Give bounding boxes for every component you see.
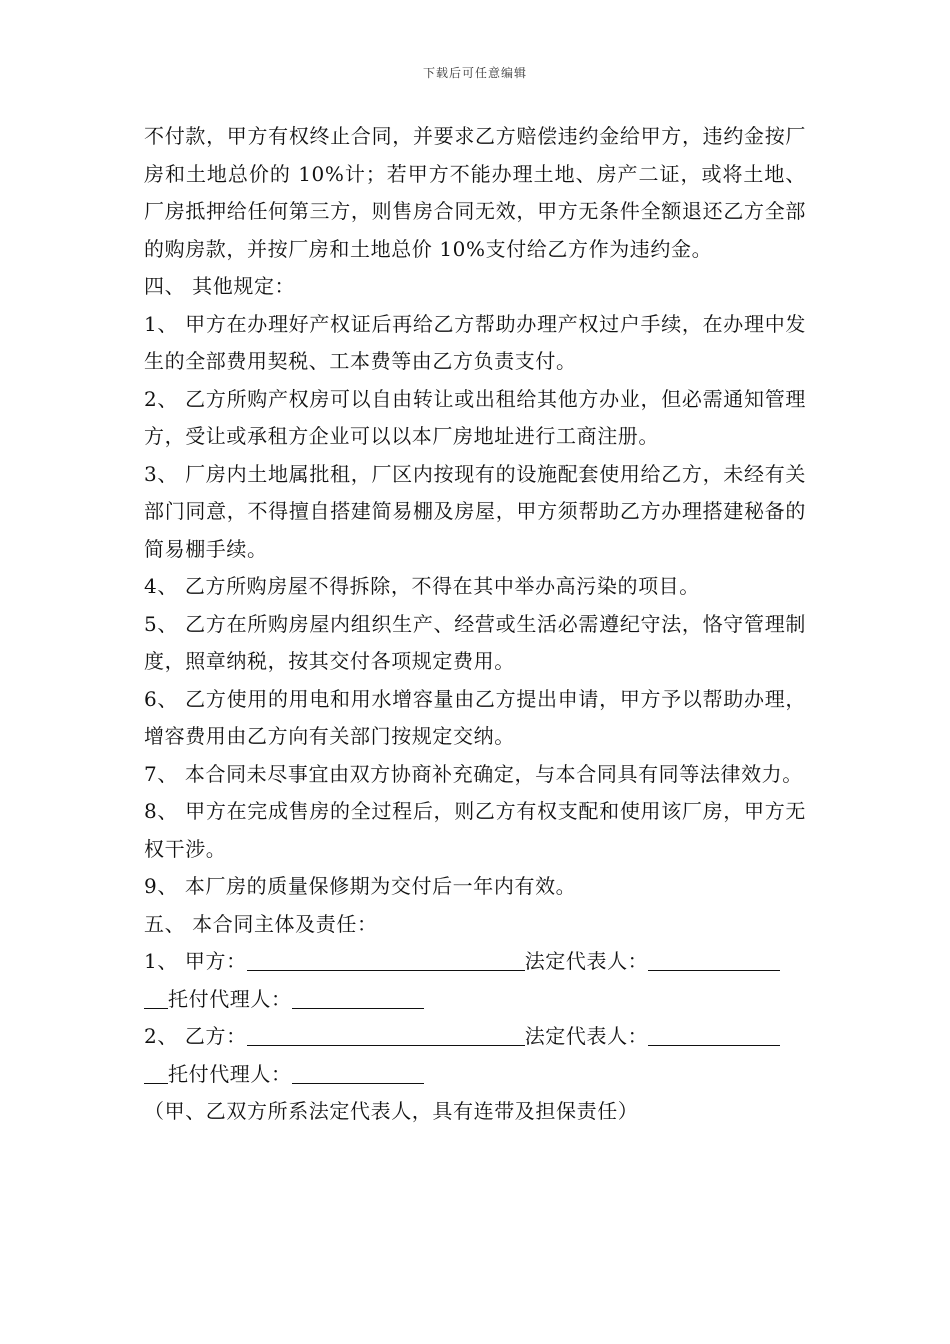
party-b-line: [144, 1018, 806, 1056]
rule-item-2: 2、 乙方所购产权房可以自由转让或出租给其他方办业，但必需通知管理方，受让或承租方企业可以以本厂房地址进行工商注册。: [144, 386, 806, 448]
party-a-legal-rep-label: 法定代表人：: [524, 949, 649, 973]
party-b-agent-line: [144, 1056, 806, 1094]
liability-footnote: （甲、乙双方所系法定代表人，具有连带及担保责任）: [144, 1099, 639, 1123]
party-a-legal-rep-blank-cont: [144, 986, 168, 1009]
rule-item-1: 1、 甲方在办理好产权证后再给乙方帮助办理产权过户手续，在办理中发生的全部费用契税、工本费等由乙方负责支付。: [144, 311, 806, 373]
party-a-line: [144, 943, 806, 981]
party-a-agent-blank[interactable]: [292, 986, 424, 1009]
rule-item-9: 9、 本厂房的质量保修期为交付后一年内有效。: [144, 874, 577, 898]
rule-item-6: 6、 乙方使用的用电和用水增容量由乙方提出申请，甲方予以帮助办理，增容费用由乙方向有关部门按规定交纳。: [144, 686, 806, 748]
contract-body: [144, 118, 806, 1131]
party-b-agent-blank[interactable]: [292, 1061, 424, 1084]
rule-item-5: 5、 乙方在所购房屋内组织生产、经营或生活必需遵纪守法，恪守管理制度，照章纳税，按其交付各项规定费用。: [144, 611, 806, 673]
paragraph-breach-terms: 不付款，甲方有权终止合同，并要求乙方赔偿违约金给甲方，违约金按厂房和土地总价的 10%计；若甲方不能办理土地、房产二证，或将土地、厂房抵押给任何第三方，则售房合同无效，甲方无条件全额退还乙方全部的购房款，并按厂房和土地总价 10%支付给乙方作为违约金。: [144, 124, 806, 261]
party-a-agent-label: 托付代理人：: [168, 986, 292, 1011]
party-a-legal-rep-blank[interactable]: [648, 948, 780, 971]
party-a-label: 1、 甲方：: [144, 949, 247, 973]
party-b-name-blank[interactable]: [247, 1023, 525, 1046]
party-a-name-blank[interactable]: [247, 948, 525, 971]
rule-item-4: 4、 乙方所购房屋不得拆除，不得在其中举办高污染的项目。: [144, 574, 700, 598]
section-5-heading: 五、 本合同主体及责任：: [144, 911, 378, 936]
party-b-legal-rep-label: 法定代表人：: [524, 1024, 649, 1048]
header-note: 下载后可任意编辑: [422, 66, 527, 80]
party-b-label: 2、 乙方：: [144, 1024, 247, 1048]
rule-item-8: 8、 甲方在完成售房的全过程后，则乙方有权支配和使用该厂房，甲方无权干涉。: [144, 799, 806, 861]
party-b-legal-rep-blank[interactable]: [648, 1023, 780, 1046]
rule-item-7: 7、 本合同未尽事宜由双方协商补充确定，与本合同具有同等法律效力。: [144, 761, 803, 786]
section-4-heading: 四、 其他规定：: [144, 274, 296, 298]
party-b-legal-rep-blank-cont: [144, 1061, 168, 1084]
party-a-agent-line: [144, 981, 806, 1019]
rule-item-3: 3、 厂房内土地属批租，厂区内按现有的设施配套使用给乙方，未经有关部门同意，不得擅自搭建简易棚及房屋，甲方须帮助乙方办理搭建秘备的简易棚手续。: [144, 461, 806, 561]
party-b-agent-label: 托付代理人：: [168, 1061, 292, 1086]
